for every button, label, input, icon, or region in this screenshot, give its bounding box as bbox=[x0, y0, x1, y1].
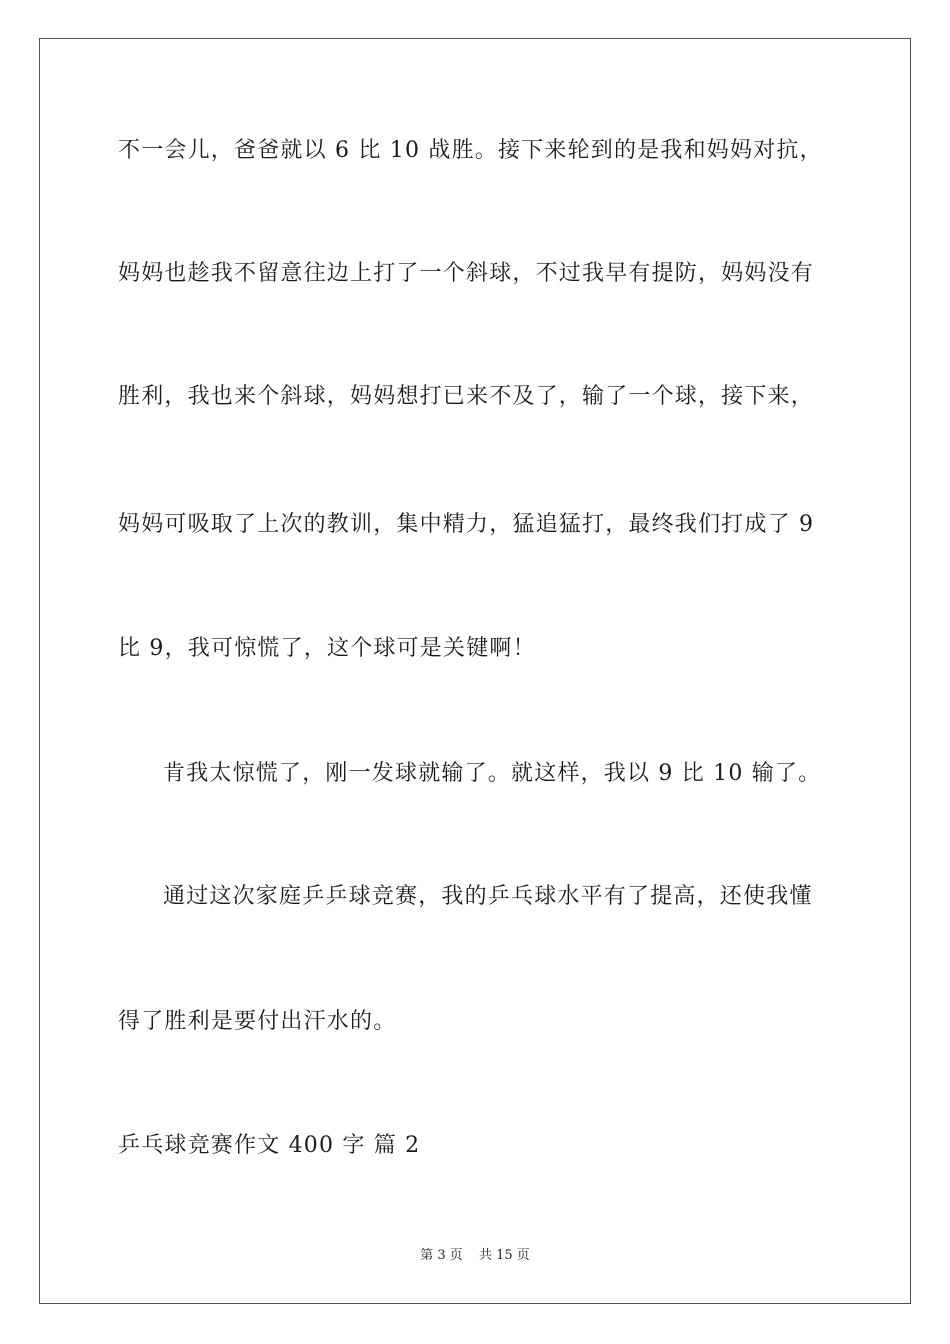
body-line-3: 胜利，我也来个斜球，妈妈想打已来不及了，输了一个球，接下来， bbox=[118, 384, 815, 409]
page-total: 共 15 页 bbox=[478, 1248, 530, 1263]
body-line-4: 妈妈可吸取了上次的教训，集中精力，猛追猛打，最终我们打成了 9 bbox=[118, 512, 815, 537]
section-heading: 乒乓球竞赛作文 400 字 篇 2 bbox=[118, 1133, 421, 1158]
body-line-1: 不一会儿，爸爸就以 6 比 10 战胜。接下来轮到的是我和妈妈对抗， bbox=[118, 138, 823, 163]
page-border bbox=[39, 38, 911, 1304]
page-footer bbox=[0, 1248, 950, 1264]
page-current: 第 3 页 bbox=[420, 1248, 463, 1263]
paragraph-line-2: 通过这次家庭乒乒球竞赛，我的乒乓球水平有了提高，还使我懂 bbox=[163, 884, 813, 909]
body-line-5: 比 9，我可惊慌了，这个球可是关键啊！ bbox=[118, 636, 536, 661]
paragraph-line-3: 得了胜利是要付出汗水的。 bbox=[118, 1009, 397, 1034]
body-line-2: 妈妈也趁我不留意往边上打了一个斜球，不过我早有提防，妈妈没有 bbox=[118, 261, 815, 286]
paragraph-line-1: 肯我太惊慌了，刚一发球就输了。就这样，我以 9 比 10 输了。 bbox=[163, 761, 822, 786]
